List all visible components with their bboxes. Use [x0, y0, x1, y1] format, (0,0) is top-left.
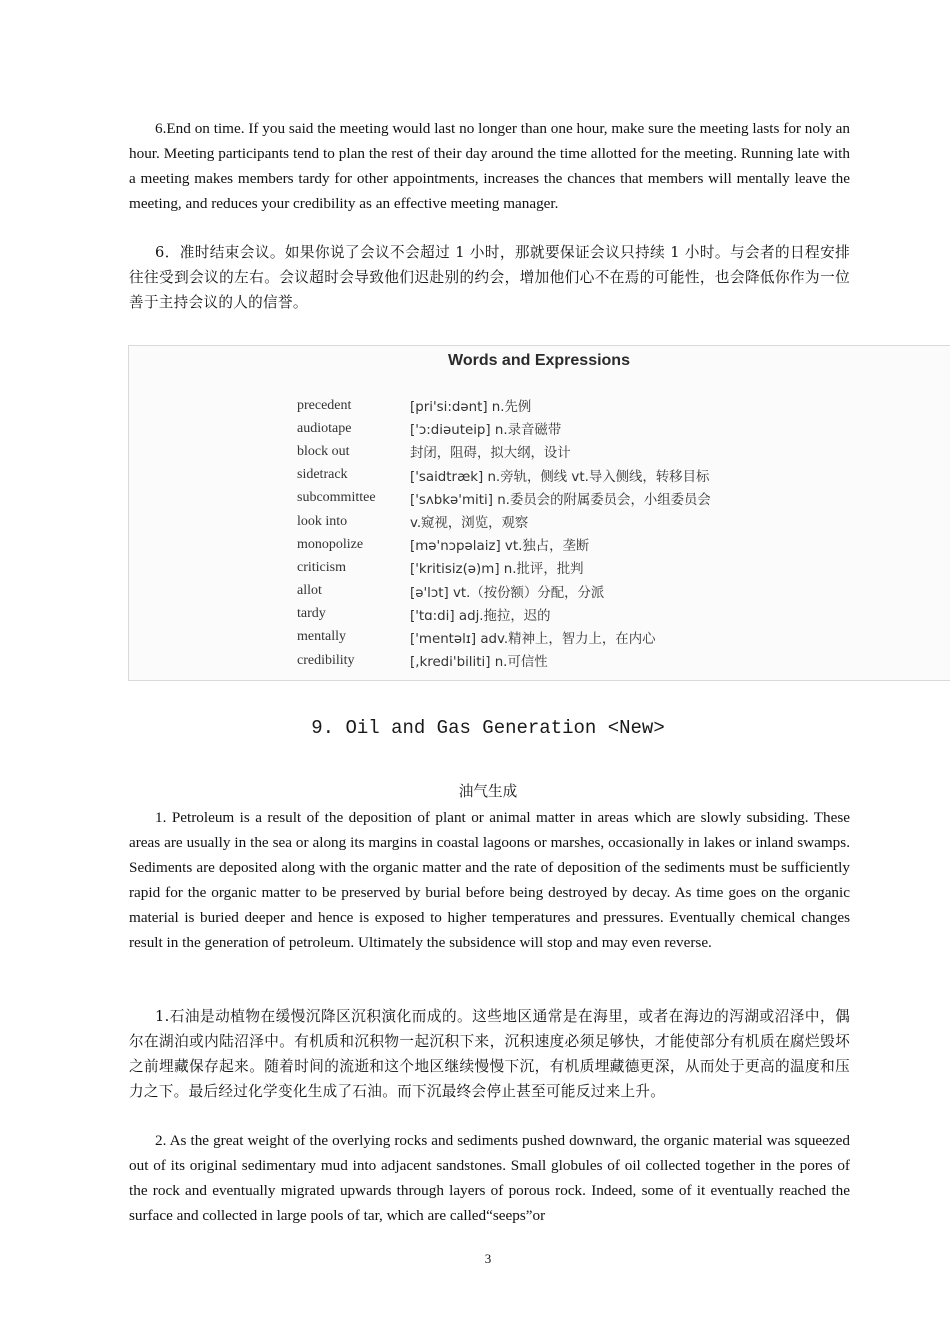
vocab-definition: [ə'lɔt] vt.（按份额）分配，分派 — [410, 585, 605, 601]
vocab-term: allot — [297, 583, 322, 599]
section-subtitle: 油气生成 — [458, 783, 518, 800]
vocab-row — [297, 603, 711, 626]
vocabulary-table — [297, 394, 711, 672]
vocab-term: look into — [297, 513, 348, 529]
vocab-term: criticism — [297, 559, 346, 575]
vocab-row — [297, 394, 711, 417]
vocab-row — [297, 510, 711, 533]
vocab-definition: ['kritisiz(ə)m] n.批评，批判 — [410, 562, 584, 578]
vocab-definition: 封闭，阻碍，拟大纲，设计 — [410, 446, 571, 462]
paragraph-2-english: 2. As the great weight of the overlying rocks and sediments pushed downward, the organic material was squeezed out of its original sedimentary mud into adjacent sandstones. Small globules of oil collected together in the pores of the rock and eventually migrated upwards through layers of porous rock. Indeed, some of it eventually reached the surface and collected in large pools of tar, which are called“seeps”or — [129, 1132, 850, 1224]
vocab-term: monopolize — [297, 536, 364, 552]
vocab-row — [297, 440, 711, 463]
vocab-term: mentally — [297, 629, 346, 645]
vocab-term: precedent — [297, 397, 352, 413]
paragraph-6-english: 6.End on time. If you said the meeting would last no longer than one hour, make sure the meeting lasts for noly an hour. Meeting participants tend to plan the rest of their day around the time allotted for the meeting. Running late with a meeting makes members tardy for other appointments, increases the chances that members will mentally leave the meeting, and reduces your credibility as an effective meeting manager. — [129, 120, 850, 212]
vocab-definition: [pri'si:dənt] n.先例 — [410, 400, 532, 416]
vocab-term: sidetrack — [297, 467, 348, 483]
vocab-row — [297, 580, 711, 603]
vocab-term: tardy — [297, 606, 326, 622]
vocab-row — [297, 626, 711, 649]
vocab-definition: v.窥视，浏览，观察 — [410, 516, 529, 532]
vocab-term: audiotape — [297, 420, 352, 436]
vocab-term: subcommittee — [297, 490, 376, 506]
paragraph-1-english: 1. Petroleum is a result of the deposition of plant or animal matter in areas which are slowly subsiding. These areas are usually in the sea or along its margins in coastal lagoons or marshes, occasionally in lakes or inland swamps. Sediments are deposited along with the organic matter and the rate of deposition of the sediments must be sufficiently rapid for the organic matter to be preserved by burial before being destroyed by decay. As time goes on the organic material is buried deeper and hence is exposed to higher temperatures and pressures. Eventually chemical changes result in the generation of petroleum. Ultimately the subsidence will stop and may even reverse. — [129, 809, 850, 951]
vocab-definition: ['mentəlɪ] adv.精神上，智力上，在内心 — [410, 631, 656, 647]
words-box-title: Words and Expressions — [448, 352, 630, 369]
page-number: 3 — [484, 1251, 492, 1266]
vocab-row — [297, 533, 711, 556]
vocab-definition: [mə'nɔpəlaiz] vt.独占，垄断 — [410, 539, 590, 555]
vocab-row — [297, 556, 711, 579]
paragraph-1-chinese: 1.石油是动植物在缓慢沉降区沉积演化而成的。这些地区通常是在海里，或者在海边的泻湖或沼泽中，偶尔在湖泊或内陆沼泽中。有机质和沉积物一起沉积下来，沉积速度必须足够快，才能使部分有机质在腐烂毁坏之前埋藏保存起来。随着时间的流逝和这个地区继续慢慢下沉，有机质埋藏德更深，从而处于更高的温度和压力之下。最后经过化学变化生成了石油。而下沉最终会停止甚至可能反过来上升。 — [129, 1008, 850, 1100]
vocab-row — [297, 464, 711, 487]
vocab-row — [297, 417, 711, 440]
section-heading: 9. Oil and Gas Generation <New> — [311, 717, 665, 739]
vocab-row — [297, 487, 711, 510]
paragraph-6-chinese: 6．准时结束会议。如果你说了会议不会超过 1 小时，那就要保证会议只持续 1 小时。与会者的日程安排往往受到会议的左右。会议超时会导致他们迟赴别的约会，增加他们心不在焉的可能性，也会降低你作为一位善于主持会议的人的信誉。 — [129, 244, 850, 311]
vocab-definition: ['ɔ:diəuteip] n.录音磁带 — [410, 423, 562, 439]
vocab-row — [297, 649, 711, 672]
vocab-term: credibility — [297, 652, 355, 668]
vocab-term: block out — [297, 443, 350, 459]
vocab-definition: ['saidtræk] n.旁轨，侧线 vt.导入侧线，转移目标 — [410, 469, 710, 485]
vocab-definition: [,kredi'biliti] n.可信性 — [410, 655, 548, 671]
words-and-expressions-box — [128, 345, 950, 681]
vocab-definition: ['sʌbkə'miti] n.委员会的附属委员会，小组委员会 — [410, 492, 711, 508]
vocab-definition: ['tɑ:di] adj.拖拉，迟的 — [410, 608, 551, 624]
